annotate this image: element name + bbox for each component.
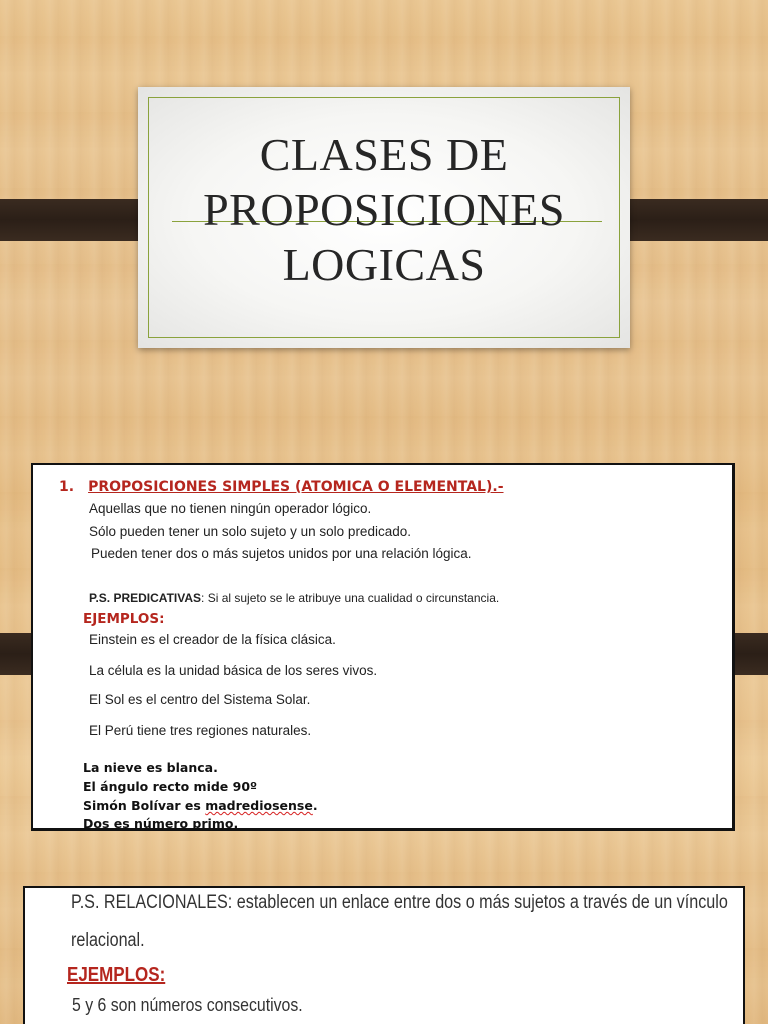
band-left-mid <box>0 633 34 675</box>
relational-example-1: 5 y 6 son números consecutivos. <box>72 995 303 1015</box>
section-heading-text: PROPOSICIONES SIMPLES (ATOMICA O ELEMENTAL).- <box>88 479 504 495</box>
bold-example-2: El ángulo recto mide 90º <box>83 779 258 794</box>
band-left-top <box>0 199 155 241</box>
examples-heading-2: EJEMPLOS: <box>67 964 166 986</box>
title-line-3: LOGICAS <box>282 239 486 290</box>
example-line-1: Einstein es el creador de la física clásica. <box>89 632 336 647</box>
section-heading <box>59 479 504 495</box>
simple-propositions-slide <box>31 463 735 831</box>
bold-example-3-start: Simón Bolívar es <box>83 798 206 813</box>
relacionales-definition <box>71 892 728 914</box>
title-line-1: CLASES DE <box>259 129 509 180</box>
band-right-top <box>613 199 768 241</box>
example-line-4: El Perú tiene tres regiones naturales. <box>89 723 312 738</box>
bold-example-4: Dos es número primo. <box>83 816 239 831</box>
spellcheck-marked-word: madrediosense <box>205 798 313 813</box>
bold-example-3 <box>83 798 318 813</box>
examples-heading: EJEMPLOS: <box>83 611 165 627</box>
relacionales-continuation: relacional. <box>71 930 145 951</box>
example-line-2: La célula es la unidad básica de los seres vivos. <box>89 663 378 678</box>
relacionales-label: P.S. RELACIONALES <box>71 892 228 913</box>
predicativas-text: : Si al sujeto se le atribuye una cualidad o circunstancia. <box>201 591 500 605</box>
title-slide <box>138 87 630 348</box>
bold-example-1: La nieve es blanca. <box>83 760 218 775</box>
definition-line-3: Pueden tener dos o más sujetos unidos por una relación lógica. <box>91 546 472 561</box>
definition-line-2: Sólo pueden tener un solo sujeto y un solo predicado. <box>89 524 411 539</box>
relacionales-text: : establecen un enlace entre dos o más sujetos a través de un vínculo <box>227 892 728 913</box>
title-line-2: PROPOSICIONES <box>203 184 565 235</box>
definition-line-1: Aquellas que no tienen ningún operador lógico. <box>89 501 372 516</box>
bold-example-3-end: . <box>312 798 318 813</box>
predicativas-label: P.S. PREDICATIVAS <box>89 591 202 605</box>
slide-title <box>138 127 630 292</box>
section-number: 1. <box>59 479 75 495</box>
example-line-3: El Sol es el centro del Sistema Solar. <box>89 692 311 707</box>
band-right-mid <box>734 633 768 675</box>
predicativas-definition <box>89 591 499 605</box>
relational-propositions-slide <box>23 886 745 1024</box>
